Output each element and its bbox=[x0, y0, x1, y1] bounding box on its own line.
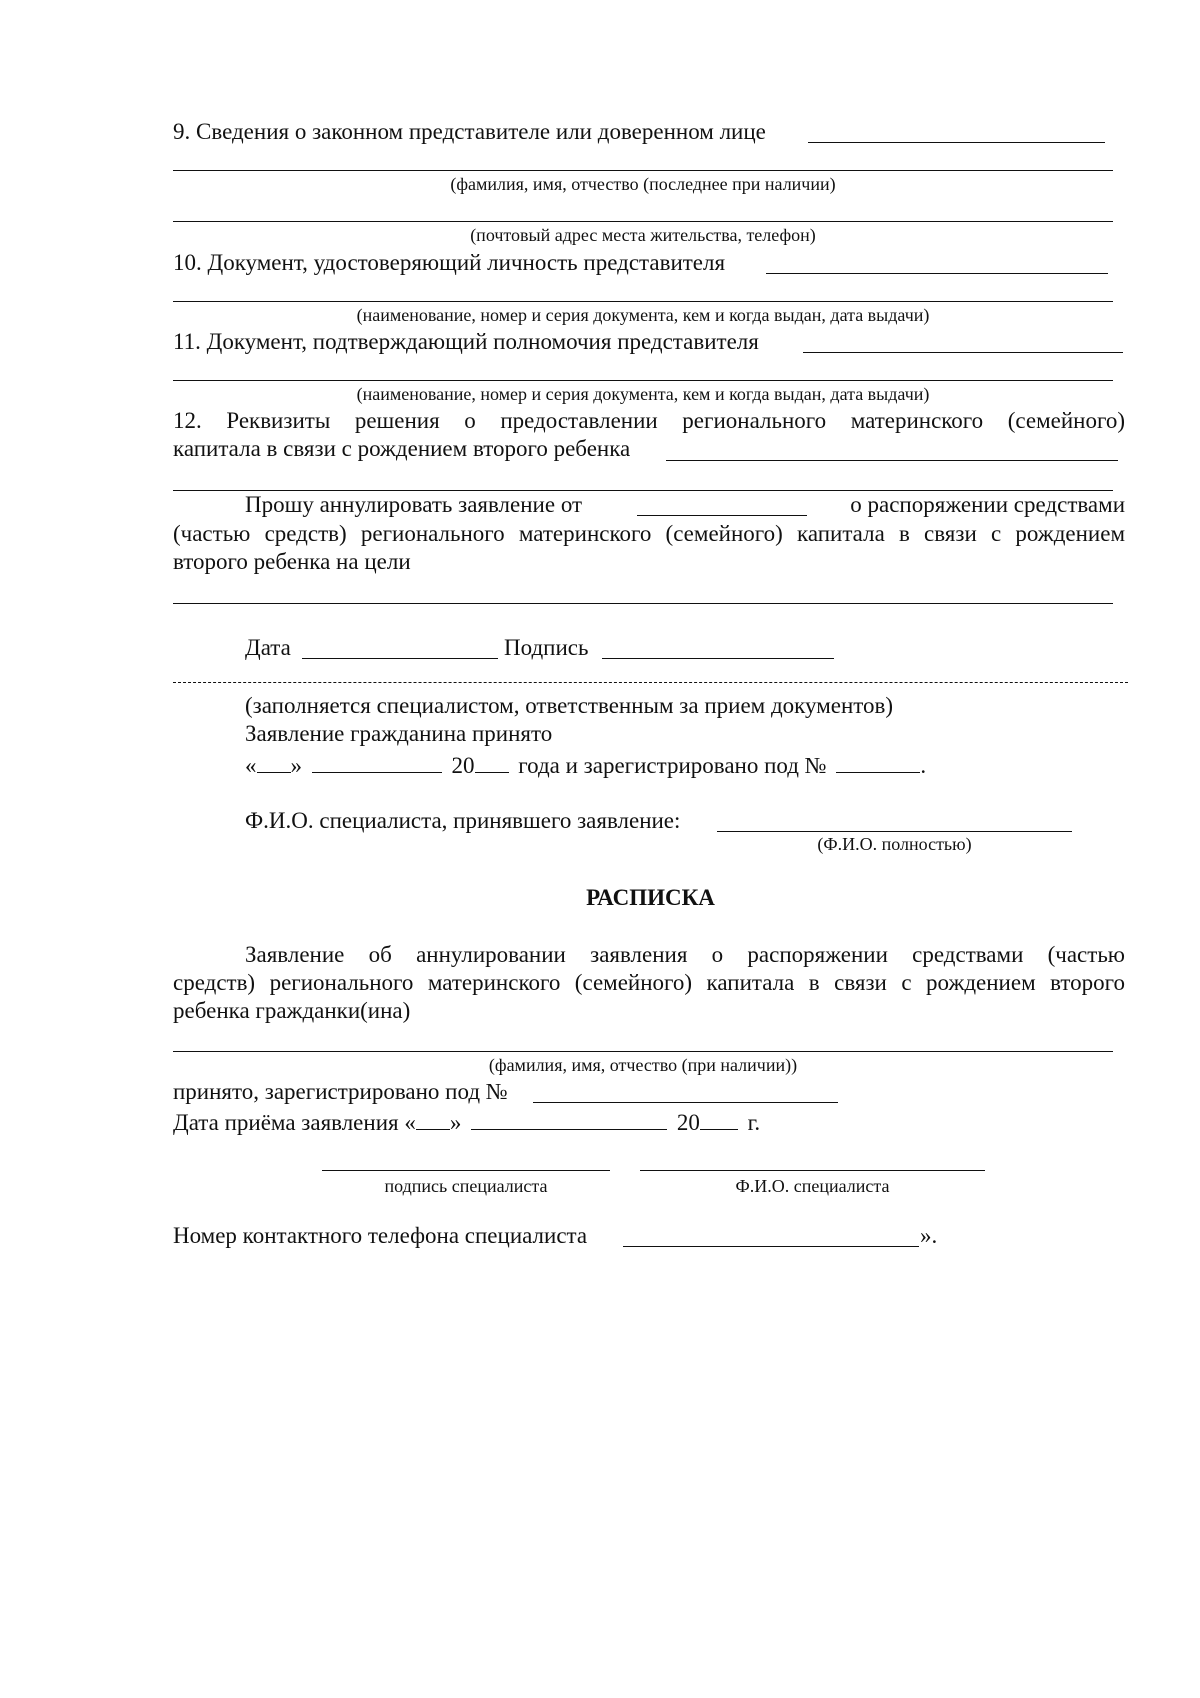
item-9-label: 9. Сведения о законном представителе или доверенном лице bbox=[173, 119, 766, 144]
request-purpose-field[interactable] bbox=[173, 603, 1113, 604]
item-11-field[interactable] bbox=[803, 352, 1123, 353]
receipt-number-field[interactable] bbox=[533, 1102, 838, 1103]
receipt-day-field[interactable] bbox=[416, 1107, 450, 1130]
phone-label: Номер контактного телефона специалиста bbox=[173, 1223, 588, 1248]
registration-number-field[interactable] bbox=[836, 750, 920, 773]
date-field[interactable] bbox=[302, 658, 498, 659]
receipt-line1: Заявление об аннулировании заявления о распоряжении средствами (частью bbox=[245, 942, 1125, 967]
request-line1-a: Прошу аннулировать заявление от bbox=[245, 492, 583, 517]
specialist-fio-label: Ф.И.О. специалиста, принявшего заявление: bbox=[245, 808, 681, 833]
item-10-label: 10. Документ, удостоверяющий личность представителя bbox=[173, 250, 726, 275]
specialist-note: (заполняется специалистом, ответственным за прием документов) bbox=[245, 693, 894, 718]
receipt-title: РАСПИСКА bbox=[586, 885, 715, 910]
hint-applicant-name: (фамилия, имя, отчество (при наличии)) bbox=[488, 1055, 798, 1075]
month-field[interactable] bbox=[312, 750, 442, 773]
hint-authority-document: (наименование, номер и серия документа, кем и когда выдан, дата выдачи) bbox=[356, 384, 930, 404]
item-12-line2: капитала в связи с рождением второго ребенка bbox=[173, 436, 631, 461]
receipt-year-field[interactable] bbox=[700, 1107, 738, 1130]
specialist-accepted: Заявление гражданина принято bbox=[245, 721, 553, 746]
phone-end: ». bbox=[920, 1223, 938, 1248]
phone-field[interactable] bbox=[623, 1246, 919, 1247]
hint-specialist-signature: подпись специалиста bbox=[384, 1176, 548, 1196]
item-11-label: 11. Документ, подтверждающий полномочия представителя bbox=[173, 329, 759, 354]
item-10-field[interactable] bbox=[766, 273, 1108, 274]
hint-specialist-fio: (Ф.И.О. полностью) bbox=[817, 834, 972, 854]
authority-document-field[interactable] bbox=[173, 380, 1113, 381]
receipt-line3: ребенка гражданки(ина) bbox=[173, 998, 411, 1023]
item-12-line1: 12. Реквизиты решения о предоставлении регионального материнского (семейного) bbox=[173, 408, 1125, 433]
receipt-month-field[interactable] bbox=[471, 1107, 667, 1130]
hint-specialist-name: Ф.И.О. специалиста bbox=[735, 1176, 890, 1196]
signature-label: Подпись bbox=[504, 635, 589, 660]
day-field[interactable] bbox=[257, 750, 291, 773]
request-line1-b: о распоряжении средствами bbox=[850, 492, 1125, 517]
specialist-date-line: « » 20 года и зарегистрировано под № . bbox=[245, 750, 926, 780]
specialist-signature-field[interactable] bbox=[322, 1170, 610, 1171]
item-12-field[interactable] bbox=[666, 460, 1118, 461]
cut-line bbox=[173, 682, 1128, 683]
request-line2: (частью средств) регионального материнского (семейного) капитала в связи с рождением bbox=[173, 521, 1125, 546]
representative-id-field[interactable] bbox=[173, 301, 1113, 302]
request-line3: второго ребенка на цели bbox=[173, 549, 411, 574]
hint-representative-address: (почтовый адрес места жительства, телефон) bbox=[470, 225, 816, 245]
receipt-registered-label: принято, зарегистрировано под № bbox=[173, 1079, 508, 1104]
request-date-field[interactable] bbox=[637, 515, 807, 516]
receipt-date-line: Дата приёма заявления « » 20 г. bbox=[173, 1107, 760, 1137]
signature-field[interactable] bbox=[602, 658, 834, 659]
representative-address-field[interactable] bbox=[173, 221, 1113, 222]
receipt-line2: средств) регионального материнского (семейного) капитала в связи с рождением второго bbox=[173, 970, 1125, 995]
item-9-field[interactable] bbox=[808, 142, 1105, 143]
year-field[interactable] bbox=[475, 750, 509, 773]
hint-representative-id: (наименование, номер и серия документа, кем и когда выдан, дата выдачи) bbox=[356, 305, 930, 325]
specialist-fio-field[interactable] bbox=[717, 831, 1072, 832]
representative-name-field[interactable] bbox=[173, 170, 1113, 171]
hint-representative-name: (фамилия, имя, отчество (последнее при наличии) bbox=[450, 174, 836, 194]
date-label: Дата bbox=[245, 635, 291, 660]
specialist-name-field[interactable] bbox=[640, 1170, 985, 1171]
applicant-name-field[interactable] bbox=[173, 1051, 1113, 1052]
